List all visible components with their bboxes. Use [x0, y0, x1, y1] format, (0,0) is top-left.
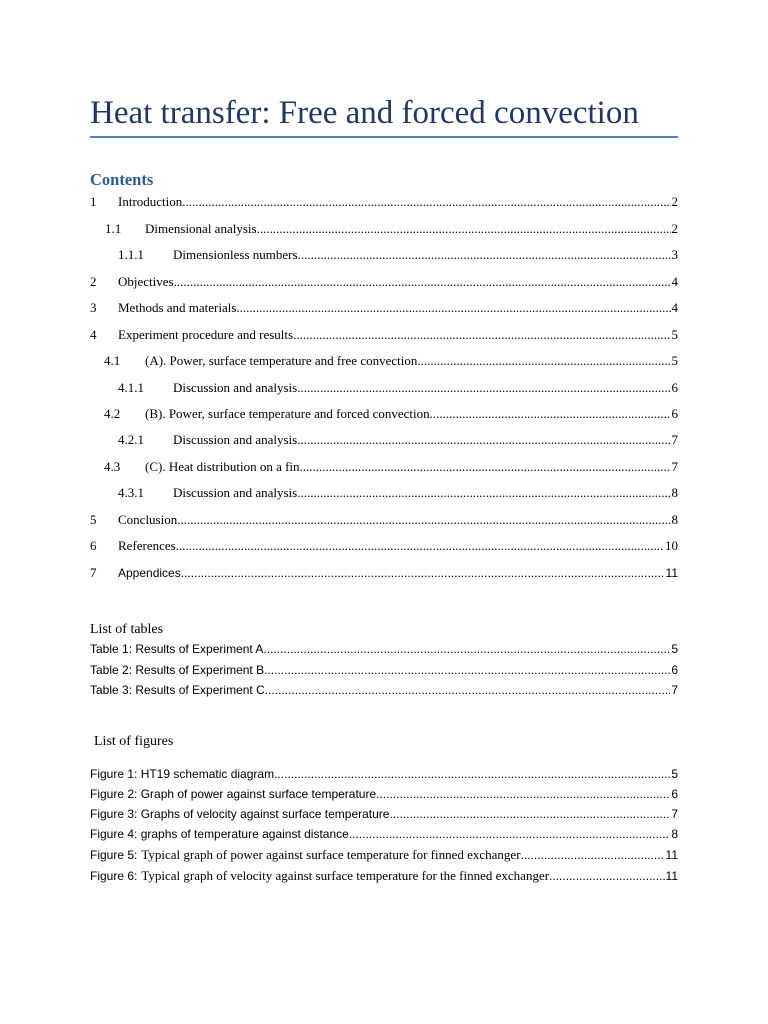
toc-leader: [181, 566, 665, 580]
toc-number: 1.1.1: [118, 247, 144, 262]
toc-page: 11: [665, 566, 678, 580]
table-entry-2[interactable]: [90, 663, 678, 681]
toc-page: 4: [671, 274, 678, 289]
table-entry-1[interactable]: [90, 642, 678, 660]
toc-leader: [257, 221, 671, 237]
toc-entry-1-1-1[interactable]: [90, 247, 678, 265]
figure-entry-2[interactable]: [90, 787, 678, 805]
toc-page: 8: [671, 485, 678, 500]
table-entry-page: 7: [671, 683, 678, 697]
table-entry-text: Table 3: Results of Experiment C: [90, 683, 265, 697]
figure-entry-text: Figure 3: Graphs of velocity against surface temperature: [90, 807, 390, 821]
toc-leader: [297, 485, 670, 501]
toc-text: (A). Power, surface temperature and free convection: [145, 353, 418, 368]
table-entry-text: Table 2: Results of Experiment B: [90, 663, 265, 677]
toc-entry-5[interactable]: [90, 512, 678, 530]
toc-entry-4-3-1[interactable]: [90, 485, 678, 503]
figure-entry-4[interactable]: [90, 827, 678, 845]
toc-leader: [265, 683, 671, 697]
toc-number: 4: [90, 327, 97, 342]
title-underline: [90, 136, 678, 138]
figure-entry-text: Typical graph of power against surface temperature for finned exchanger: [141, 847, 521, 862]
toc-page: 3: [671, 247, 678, 262]
toc-number: 6: [90, 538, 97, 553]
toc-leader: [417, 353, 670, 369]
figure-entry-text: Figure 4: graphs of temperature against distance: [90, 827, 349, 841]
figure-entry-page: 6: [671, 787, 678, 801]
toc-number: 4.2: [104, 406, 121, 421]
toc-leader: [264, 663, 670, 677]
toc-entry-4-2[interactable]: [90, 406, 678, 424]
figure-entry-page: 8: [671, 827, 678, 841]
toc-page: 2: [671, 194, 678, 209]
toc-page: 5: [671, 353, 678, 368]
toc-number: 1: [90, 194, 97, 209]
figure-entry-6[interactable]: [90, 868, 678, 886]
toc-entry-1[interactable]: [90, 194, 678, 212]
toc-page: 6: [671, 406, 678, 421]
toc-text: Appendices: [118, 566, 181, 580]
figure-entry-prefix: Figure 6:: [90, 869, 138, 883]
figure-entry-5[interactable]: [90, 847, 678, 865]
toc-leader: [236, 300, 670, 316]
figure-entry-page: 11: [665, 869, 678, 883]
toc-entry-7[interactable]: [90, 565, 678, 583]
toc-leader: [176, 538, 664, 554]
toc-entry-2[interactable]: [90, 274, 678, 292]
toc-leader: [349, 827, 670, 841]
figure-entry-page: 5: [671, 767, 678, 781]
toc-entry-4-3[interactable]: [90, 459, 678, 477]
figure-entry-1[interactable]: [90, 767, 678, 785]
toc-page: 7: [671, 459, 678, 474]
toc-text: Introduction: [118, 194, 183, 209]
toc-leader: [300, 459, 671, 475]
toc-number: 4.3.1: [118, 485, 144, 500]
toc-leader: [389, 807, 670, 821]
figure-entry-3[interactable]: [90, 807, 678, 825]
figure-entry-text: Typical graph of velocity against surface temperature for the finned exchanger: [141, 868, 550, 883]
toc-entry-1-1[interactable]: [90, 221, 678, 239]
toc-text: Dimensionless numbers: [173, 247, 298, 262]
toc-entry-4[interactable]: [90, 327, 678, 345]
toc-number: 4.2.1: [118, 432, 144, 447]
table-entry-page: 6: [671, 663, 678, 677]
toc-number: 4.1: [104, 353, 121, 368]
toc-number: 1.1: [105, 221, 122, 236]
figure-entry-page: 11: [665, 848, 678, 862]
toc-number: 5: [90, 512, 97, 527]
toc-leader: [297, 432, 670, 448]
list-of-figures-heading: List of figures: [94, 734, 174, 749]
toc-text: Discussion and analysis: [173, 380, 298, 395]
toc-entry-6[interactable]: [90, 538, 678, 556]
toc-page: 7: [671, 432, 678, 447]
toc-leader: [177, 512, 670, 528]
toc-page: 4: [671, 300, 678, 315]
toc-leader: [182, 194, 670, 210]
toc-entry-4-1[interactable]: [90, 353, 678, 371]
contents-heading: Contents: [90, 170, 154, 189]
toc-text: Methods and materials: [118, 300, 237, 315]
toc-text: (B). Power, surface temperature and forced convection: [145, 406, 430, 421]
table-entry-page: 5: [671, 642, 678, 656]
table-entry-text: Table 1: Results of Experiment A: [90, 642, 264, 656]
toc-leader: [298, 247, 671, 263]
toc-page: 10: [665, 538, 678, 553]
toc-leader: [174, 274, 671, 290]
toc-leader: [297, 380, 670, 396]
toc-number: 4.3: [104, 459, 121, 474]
figure-entry-prefix: Figure 5:: [90, 848, 138, 862]
toc-text: Objectives: [118, 274, 174, 289]
toc-number: 4.1.1: [118, 380, 144, 395]
toc-text: (C). Heat distribution on a fin: [145, 459, 300, 474]
figure-entry-page: 7: [671, 807, 678, 821]
toc-text: Discussion and analysis: [173, 432, 298, 447]
toc-text: Conclusion: [118, 512, 178, 527]
toc-leader: [293, 327, 670, 343]
list-of-tables-heading: List of tables: [90, 622, 164, 637]
toc-number: 2: [90, 274, 97, 289]
toc-page: 6: [671, 380, 678, 395]
toc-leader: [263, 642, 670, 656]
toc-leader: [549, 869, 664, 883]
toc-page: 2: [671, 221, 678, 236]
toc-page: 8: [671, 512, 678, 527]
toc-entry-4-2-1[interactable]: [90, 432, 678, 450]
toc-number: 3: [90, 300, 97, 315]
toc-leader: [430, 406, 671, 422]
toc-text: Dimensional analysis: [145, 221, 257, 236]
table-entry-3[interactable]: [90, 683, 678, 701]
figure-entry-text: Figure 1: HT19 schematic diagram: [90, 767, 275, 781]
toc-entry-3[interactable]: [90, 300, 678, 318]
figure-entry-text: Figure 2: Graph of power against surface temperature: [90, 787, 377, 801]
toc-entry-4-1-1[interactable]: [90, 380, 678, 398]
toc-leader: [274, 767, 670, 781]
toc-text: Experiment procedure and results: [118, 327, 294, 342]
toc-leader: [376, 787, 670, 801]
toc-text: References: [118, 538, 176, 553]
toc-text: Discussion and analysis: [173, 485, 298, 500]
toc-number: 7: [90, 565, 97, 580]
toc-page: 5: [671, 327, 678, 342]
toc-leader: [521, 848, 665, 862]
document-title: Heat transfer: Free and forced convection: [90, 95, 639, 131]
